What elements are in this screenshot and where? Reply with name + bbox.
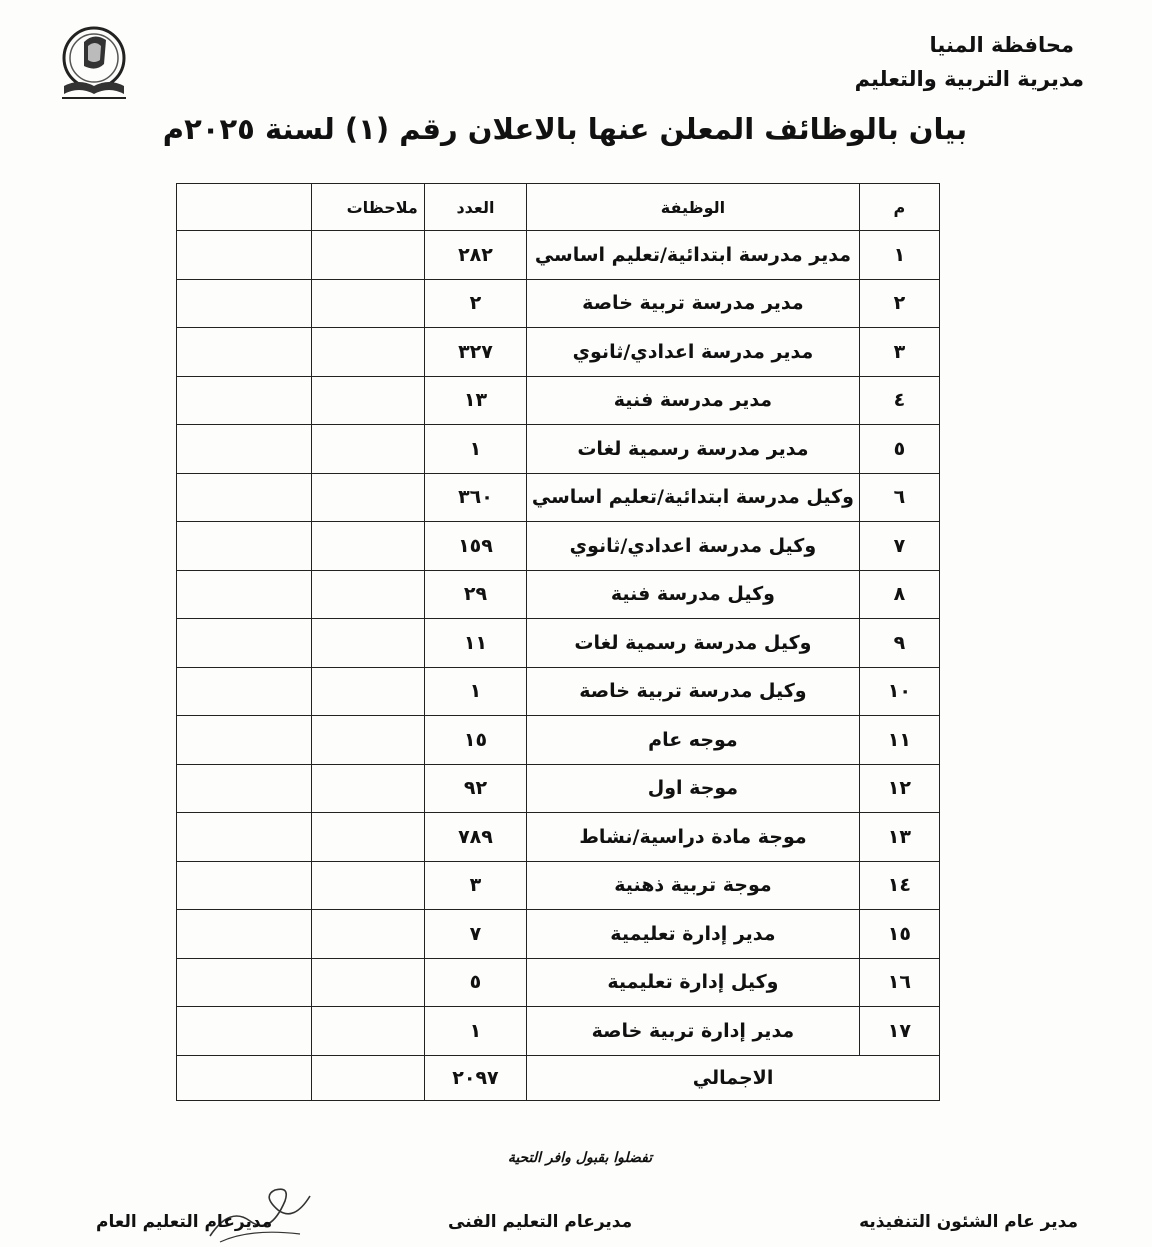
total-row — [177, 1055, 940, 1100]
row-notes — [312, 667, 425, 716]
document-title: بيان بالوظائف المعلن عنها بالاعلان رقم (١) لسنة ٢٠٢٥م — [162, 112, 968, 146]
header-notes: ملاحظات — [312, 184, 425, 231]
row-extra — [177, 522, 312, 571]
signature-general-education: مديرعام التعليم العام — [96, 1212, 273, 1232]
row-count: ٢٨٢ — [424, 231, 526, 280]
row-notes — [312, 522, 425, 571]
table-header-row — [177, 184, 940, 231]
header-count: العدد — [424, 184, 526, 231]
table-row — [177, 958, 940, 1007]
row-count: ١ — [424, 1007, 526, 1056]
row-job: وكيل مدرسة فنية — [527, 570, 860, 619]
table-row — [177, 231, 940, 280]
row-extra — [177, 716, 312, 765]
row-job: مدير مدرسة تربية خاصة — [527, 279, 860, 328]
row-job: مدير إدارة تربية خاصة — [527, 1007, 860, 1056]
row-job: مدير إدارة تعليمية — [527, 910, 860, 959]
row-extra — [177, 570, 312, 619]
row-job: مدير مدرسة اعدادي/ثانوي — [527, 328, 860, 377]
table-row — [177, 376, 940, 425]
row-num: ٨ — [859, 570, 939, 619]
row-count: ٧٨٩ — [424, 813, 526, 862]
jobs-table — [176, 183, 940, 1101]
table-row — [177, 861, 940, 910]
row-count: ١١ — [424, 619, 526, 668]
row-extra — [177, 619, 312, 668]
row-num: ١٧ — [859, 1007, 939, 1056]
table-row — [177, 522, 940, 571]
row-extra — [177, 279, 312, 328]
header-num: م — [859, 184, 939, 231]
row-num: ١١ — [859, 716, 939, 765]
row-extra — [177, 1007, 312, 1056]
row-notes — [312, 473, 425, 522]
row-num: ١٣ — [859, 813, 939, 862]
row-count: ١٣ — [424, 376, 526, 425]
table-row — [177, 764, 940, 813]
row-extra — [177, 328, 312, 377]
row-num: ٣ — [859, 328, 939, 377]
row-count: ٣ — [424, 861, 526, 910]
row-extra — [177, 861, 312, 910]
row-job: مدير مدرسة ابتدائية/تعليم اساسي — [527, 231, 860, 280]
row-count: ١٥٩ — [424, 522, 526, 571]
row-count: ٧ — [424, 910, 526, 959]
row-num: ١٦ — [859, 958, 939, 1007]
row-notes — [312, 279, 425, 328]
row-count: ١٥ — [424, 716, 526, 765]
row-count: ٢٩ — [424, 570, 526, 619]
row-job: وكيل إدارة تعليمية — [527, 958, 860, 1007]
total-extra — [177, 1055, 312, 1100]
row-notes — [312, 231, 425, 280]
row-job: موجة تربية ذهنية — [527, 861, 860, 910]
total-value: ٢٠٩٧ — [424, 1055, 526, 1100]
ministry-logo-icon — [54, 24, 134, 106]
header-job: الوظيفة — [527, 184, 860, 231]
row-extra — [177, 813, 312, 862]
handwritten-signature — [190, 1176, 330, 1246]
total-label: الاجمالي — [527, 1055, 940, 1100]
closing-greeting: تفضلوا بقبول وافر التحية — [507, 1150, 653, 1166]
signature-technical-education: مديرعام التعليم الفنى — [448, 1212, 633, 1232]
row-notes — [312, 813, 425, 862]
row-num: ١ — [859, 231, 939, 280]
row-num: ٤ — [859, 376, 939, 425]
row-job: موجة مادة دراسية/نشاط — [527, 813, 860, 862]
row-extra — [177, 958, 312, 1007]
total-notes — [312, 1055, 425, 1100]
row-job: موجة اول — [527, 764, 860, 813]
row-notes — [312, 958, 425, 1007]
row-count: ٣٦٠ — [424, 473, 526, 522]
table-row — [177, 473, 940, 522]
table-row — [177, 570, 940, 619]
table-row — [177, 279, 940, 328]
row-job: وكيل مدرسة ابتدائية/تعليم اساسي — [527, 473, 860, 522]
row-extra — [177, 425, 312, 474]
row-notes — [312, 328, 425, 377]
table-row — [177, 1007, 940, 1056]
row-num: ٦ — [859, 473, 939, 522]
row-notes — [312, 425, 425, 474]
row-count: ٥ — [424, 958, 526, 1007]
signature-executive-affairs: مدير عام الشئون التنفيذيه — [859, 1212, 1078, 1232]
table-row — [177, 667, 940, 716]
table-row — [177, 910, 940, 959]
row-notes — [312, 861, 425, 910]
row-notes — [312, 910, 425, 959]
row-num: ١٥ — [859, 910, 939, 959]
letterhead — [854, 28, 1084, 96]
row-count: ٩٢ — [424, 764, 526, 813]
row-extra — [177, 667, 312, 716]
directorate-name: مديرية التربية والتعليم — [854, 67, 1084, 91]
row-count: ١ — [424, 667, 526, 716]
row-job: وكيل مدرسة تربية خاصة — [527, 667, 860, 716]
row-count: ٢ — [424, 279, 526, 328]
row-job: مدير مدرسة فنية — [527, 376, 860, 425]
row-extra — [177, 231, 312, 280]
row-extra — [177, 910, 312, 959]
table-row — [177, 813, 940, 862]
row-notes — [312, 376, 425, 425]
table-row — [177, 619, 940, 668]
row-num: ١٠ — [859, 667, 939, 716]
row-extra — [177, 376, 312, 425]
row-job: وكيل مدرسة اعدادي/ثانوي — [527, 522, 860, 571]
row-job: موجه عام — [527, 716, 860, 765]
row-extra — [177, 473, 312, 522]
row-num: ١٢ — [859, 764, 939, 813]
row-num: ٥ — [859, 425, 939, 474]
governorate-name: محافظة المنيا — [929, 33, 1074, 57]
row-num: ٢ — [859, 279, 939, 328]
row-notes — [312, 570, 425, 619]
row-num: ٧ — [859, 522, 939, 571]
header-extra — [177, 184, 312, 231]
table-row — [177, 425, 940, 474]
row-job: مدير مدرسة رسمية لغات — [527, 425, 860, 474]
row-job: وكيل مدرسة رسمية لغات — [527, 619, 860, 668]
row-notes — [312, 716, 425, 765]
row-extra — [177, 764, 312, 813]
row-count: ١ — [424, 425, 526, 474]
row-notes — [312, 1007, 425, 1056]
table-row — [177, 328, 940, 377]
row-count: ٣٢٧ — [424, 328, 526, 377]
row-num: ٩ — [859, 619, 939, 668]
row-num: ١٤ — [859, 861, 939, 910]
row-notes — [312, 619, 425, 668]
table-row — [177, 716, 940, 765]
row-notes — [312, 764, 425, 813]
